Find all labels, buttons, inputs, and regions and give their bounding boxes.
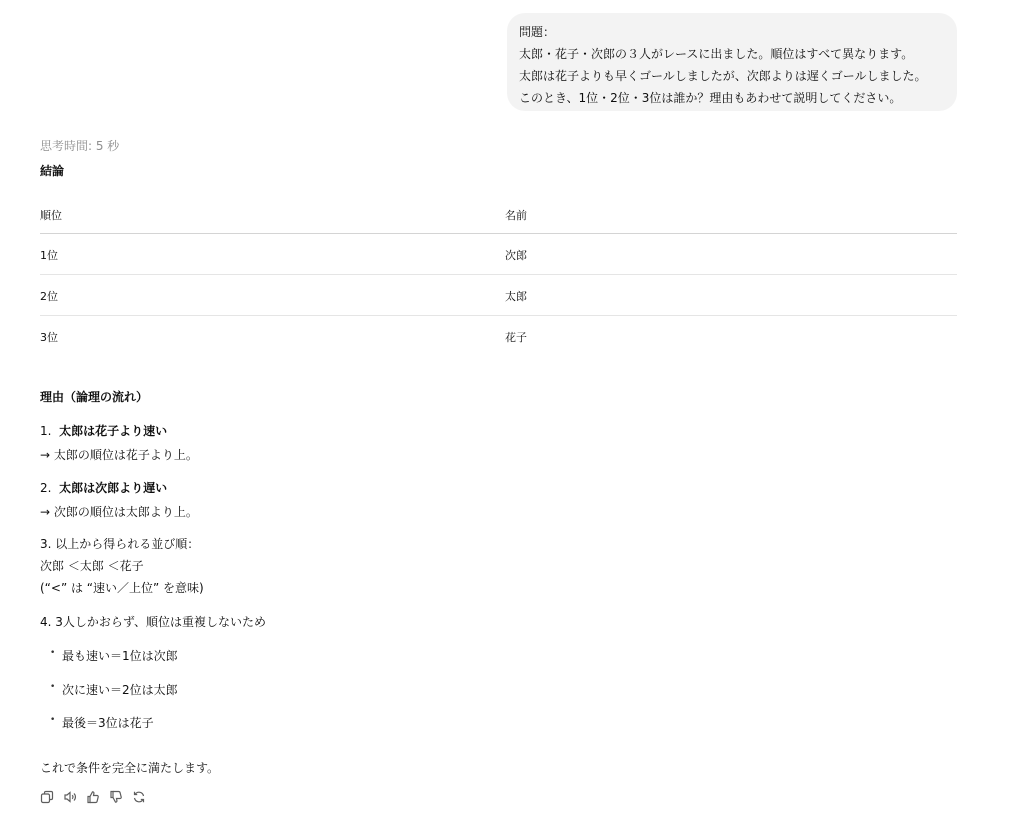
result-table — [40, 197, 957, 356]
table-header-rank: 順位 — [40, 209, 62, 222]
step-1-number: 1. — [40, 424, 52, 438]
step-4-title: 4. 3人しかおらず、順位は重複しないため — [40, 615, 266, 629]
table-cell-name: 花子 — [505, 331, 527, 344]
table-row — [40, 275, 957, 316]
closing-text: これで条件を完全に満たします。 — [40, 761, 220, 775]
thumbs-down-icon[interactable] — [109, 790, 123, 804]
step-2-number: 2. — [40, 481, 52, 495]
message-actions — [40, 790, 146, 804]
user-message-line: 問題： — [519, 25, 556, 39]
table-cell-name: 太郎 — [505, 290, 527, 303]
table-cell-name: 次郎 — [505, 249, 527, 262]
step-2-detail: → 次郎の順位は太郎より上。 — [40, 505, 198, 519]
table-row — [40, 234, 957, 275]
table-header-name: 名前 — [505, 209, 527, 222]
table-cell-rank: 1位 — [40, 249, 58, 262]
thinking-time-toggle[interactable]: 思考時間: 5 秒 — [40, 139, 120, 153]
reason-heading: 理由（論理の流れ） — [40, 390, 149, 404]
step-3-title: 3. 以上から得られる並び順： — [40, 537, 200, 551]
list-item: • 次に速い＝2位は太郎 — [62, 681, 178, 698]
step-2-bold: 太郎は次郎より遅い — [59, 481, 168, 495]
user-message-line: このとき、1位・2位・3位は誰か？理由もあわせて説明してください。 — [519, 91, 902, 105]
user-message-bubble — [507, 13, 957, 111]
list-item: • 最も速い＝1位は次郎 — [62, 647, 178, 664]
read-aloud-icon[interactable] — [63, 790, 77, 804]
step-1-detail: → 太郎の順位は花子より上。 — [40, 448, 198, 462]
user-message-line: 太郎・花子・次郎の３人がレースに出ました。順位はすべて異なります。 — [519, 47, 914, 61]
step-3-order: 次郎 ＜太郎 ＜花子 — [40, 559, 144, 573]
step-2-title — [40, 479, 167, 496]
table-cell-rank: 2位 — [40, 290, 58, 303]
step-1-bold: 太郎は花子より速い — [59, 424, 168, 438]
regenerate-icon[interactable] — [132, 790, 146, 804]
user-message-line: 太郎は花子よりも早くゴールしましたが、次郎よりは遅くゴールしました。 — [519, 69, 927, 83]
table-row — [40, 316, 957, 356]
table-cell-rank: 3位 — [40, 331, 58, 344]
step-3-note: (“<” は “速い／上位” を意味) — [40, 581, 204, 595]
list-item: • 最後＝3位は花子 — [62, 714, 154, 731]
table-header-row — [40, 197, 957, 234]
thumbs-up-icon[interactable] — [86, 790, 100, 804]
copy-icon[interactable] — [40, 790, 54, 804]
conclusion-heading: 結論 — [40, 164, 65, 178]
step-1-title — [40, 422, 167, 439]
